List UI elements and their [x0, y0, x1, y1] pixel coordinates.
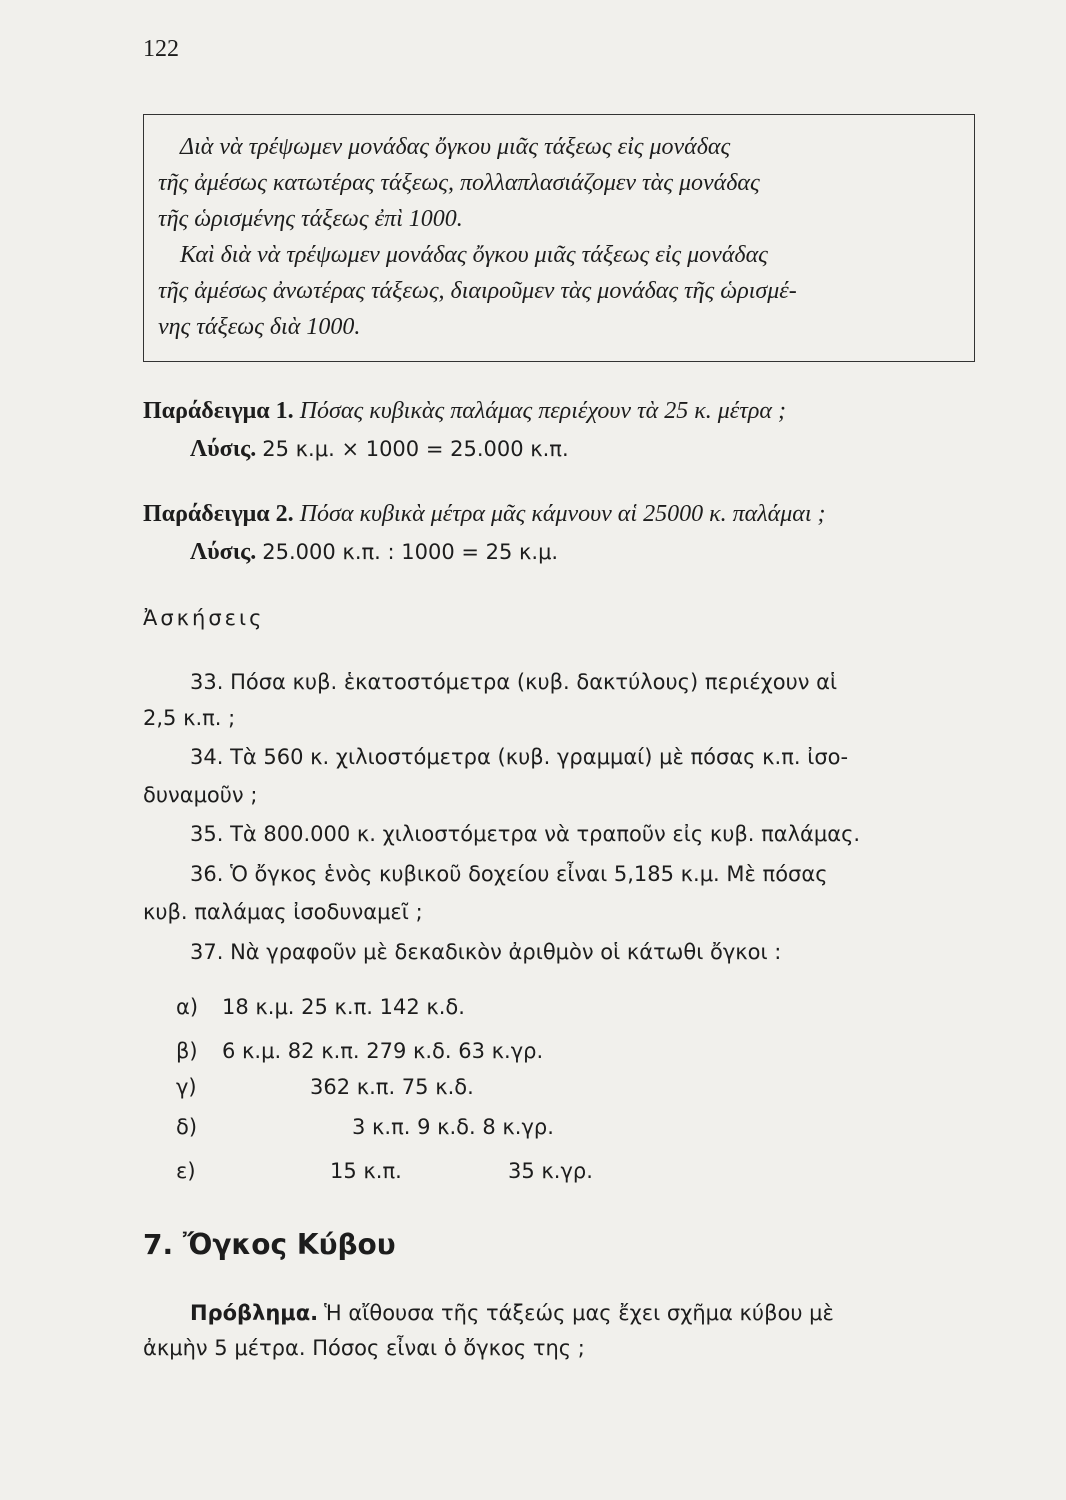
sub-item-text: 6 κ.μ. 82 κ.π. 279 κ.δ. 63 κ.γρ. — [222, 1039, 544, 1063]
sub-item-label: β) — [176, 1039, 198, 1063]
sub-item-label: α) — [176, 995, 199, 1019]
sub-item-label: ε) — [176, 1159, 196, 1183]
example-2-solution — [190, 539, 558, 566]
sub-item-text: 15 κ.π. — [330, 1159, 402, 1183]
section-title: 7. Ὄγκος Κύβου — [143, 1228, 396, 1261]
example-2 — [143, 501, 826, 528]
exercise-36-cont: κυβ. παλάμας ἰσοδυναμεῖ ; — [143, 900, 423, 924]
exercise-33: 33. Πόσα κυβ. ἑκατοστόμετρα (κυβ. δακτύλους) περιέχουν αἱ — [190, 670, 838, 694]
rule-line: νης τάξεως διὰ 1000. — [158, 314, 361, 340]
rule-box — [143, 114, 975, 362]
sub-item-text: 362 κ.π. 75 κ.δ. — [310, 1075, 474, 1099]
sub-item-e — [176, 1159, 593, 1183]
problem-text: Ἡ αἴθουσα τῆς τάξεώς μας ἔχει σχῆμα κύβου μὲ — [324, 1301, 834, 1325]
solution-text: 25 κ.μ. × 1000 = 25.000 κ.π. — [262, 437, 569, 461]
problem — [190, 1300, 834, 1327]
problem-cont: ἀκμὴν 5 μέτρα. Πόσος εἶναι ὁ ὄγκος της ; — [143, 1336, 585, 1360]
rule-line: τῆς ἀμέσως κατωτέρας τάξεως, πολλαπλασιάζομεν τὰς μονάδας — [158, 170, 760, 196]
exercise-33-cont: 2,5 κ.π. ; — [143, 706, 236, 730]
page-number: 122 — [143, 36, 179, 62]
example-1-label: Παράδειγμα 1. — [143, 398, 294, 424]
sub-item-c — [176, 1075, 474, 1099]
exercise-34-cont: δυναμοῦν ; — [143, 783, 258, 807]
sub-item-a — [176, 995, 465, 1019]
rule-line: τῆς ὡρισμένης τάξεως ἐπὶ 1000. — [158, 206, 463, 232]
sub-item-b — [176, 1039, 543, 1063]
example-1 — [143, 398, 786, 425]
rule-line: Καὶ διὰ νὰ τρέψωμεν μονάδας ὄγκου μιᾶς τάξεως εἰς μονάδας — [180, 242, 768, 268]
example-1-question: Πόσας κυβικὰς παλάμας περιέχουν τὰ 25 κ. μέτρα ; — [299, 398, 786, 424]
example-2-question: Πόσα κυβικὰ μέτρα μᾶς κάμνουν αἱ 25000 κ. παλάμαι ; — [299, 501, 826, 527]
rule-line: Διὰ νὰ τρέψωμεν μονάδας ὄγκου μιᾶς τάξεως εἰς μονάδας — [180, 134, 731, 160]
rule-line: τῆς ἀμέσως ἀνωτέρας τάξεως, διαιροῦμεν τὰς μονάδας τῆς ὡρισμέ- — [158, 278, 797, 304]
sub-item-label: γ) — [176, 1075, 197, 1099]
exercises-heading: Ἀσκήσεις — [143, 606, 265, 630]
example-2-label: Παράδειγμα 2. — [143, 501, 294, 527]
sub-item-label: δ) — [176, 1115, 198, 1139]
exercise-35: 35. Τὰ 800.000 κ. χιλιοστόμετρα νὰ τραποῦν εἰς κυβ. παλάμας. — [190, 822, 861, 846]
solution-text: 25.000 κ.π. : 1000 = 25 κ.μ. — [262, 540, 559, 564]
exercise-36: 36. Ὁ ὄγκος ἑνὸς κυβικοῦ δοχείου εἶναι 5,185 κ.μ. Μὲ πόσας — [190, 862, 828, 886]
exercise-37: 37. Νὰ γραφοῦν μὲ δεκαδικὸν ἀριθμὸν οἱ κάτωθι ὄγκοι : — [190, 940, 782, 964]
solution-label: Λύσις. — [190, 539, 257, 565]
problem-label: Πρόβλημα. — [190, 1301, 319, 1325]
sub-item-text: 18 κ.μ. 25 κ.π. 142 κ.δ. — [222, 995, 465, 1019]
example-1-solution — [190, 436, 569, 463]
solution-label: Λύσις. — [190, 436, 257, 462]
exercise-34: 34. Τὰ 560 κ. χιλιοστόμετρα (κυβ. γραμμαί) μὲ πόσας κ.π. ἰσο- — [190, 745, 849, 769]
sub-item-text: 35 κ.γρ. — [508, 1159, 593, 1183]
sub-item-d — [176, 1115, 554, 1139]
sub-item-text: 3 κ.π. 9 κ.δ. 8 κ.γρ. — [352, 1115, 554, 1139]
